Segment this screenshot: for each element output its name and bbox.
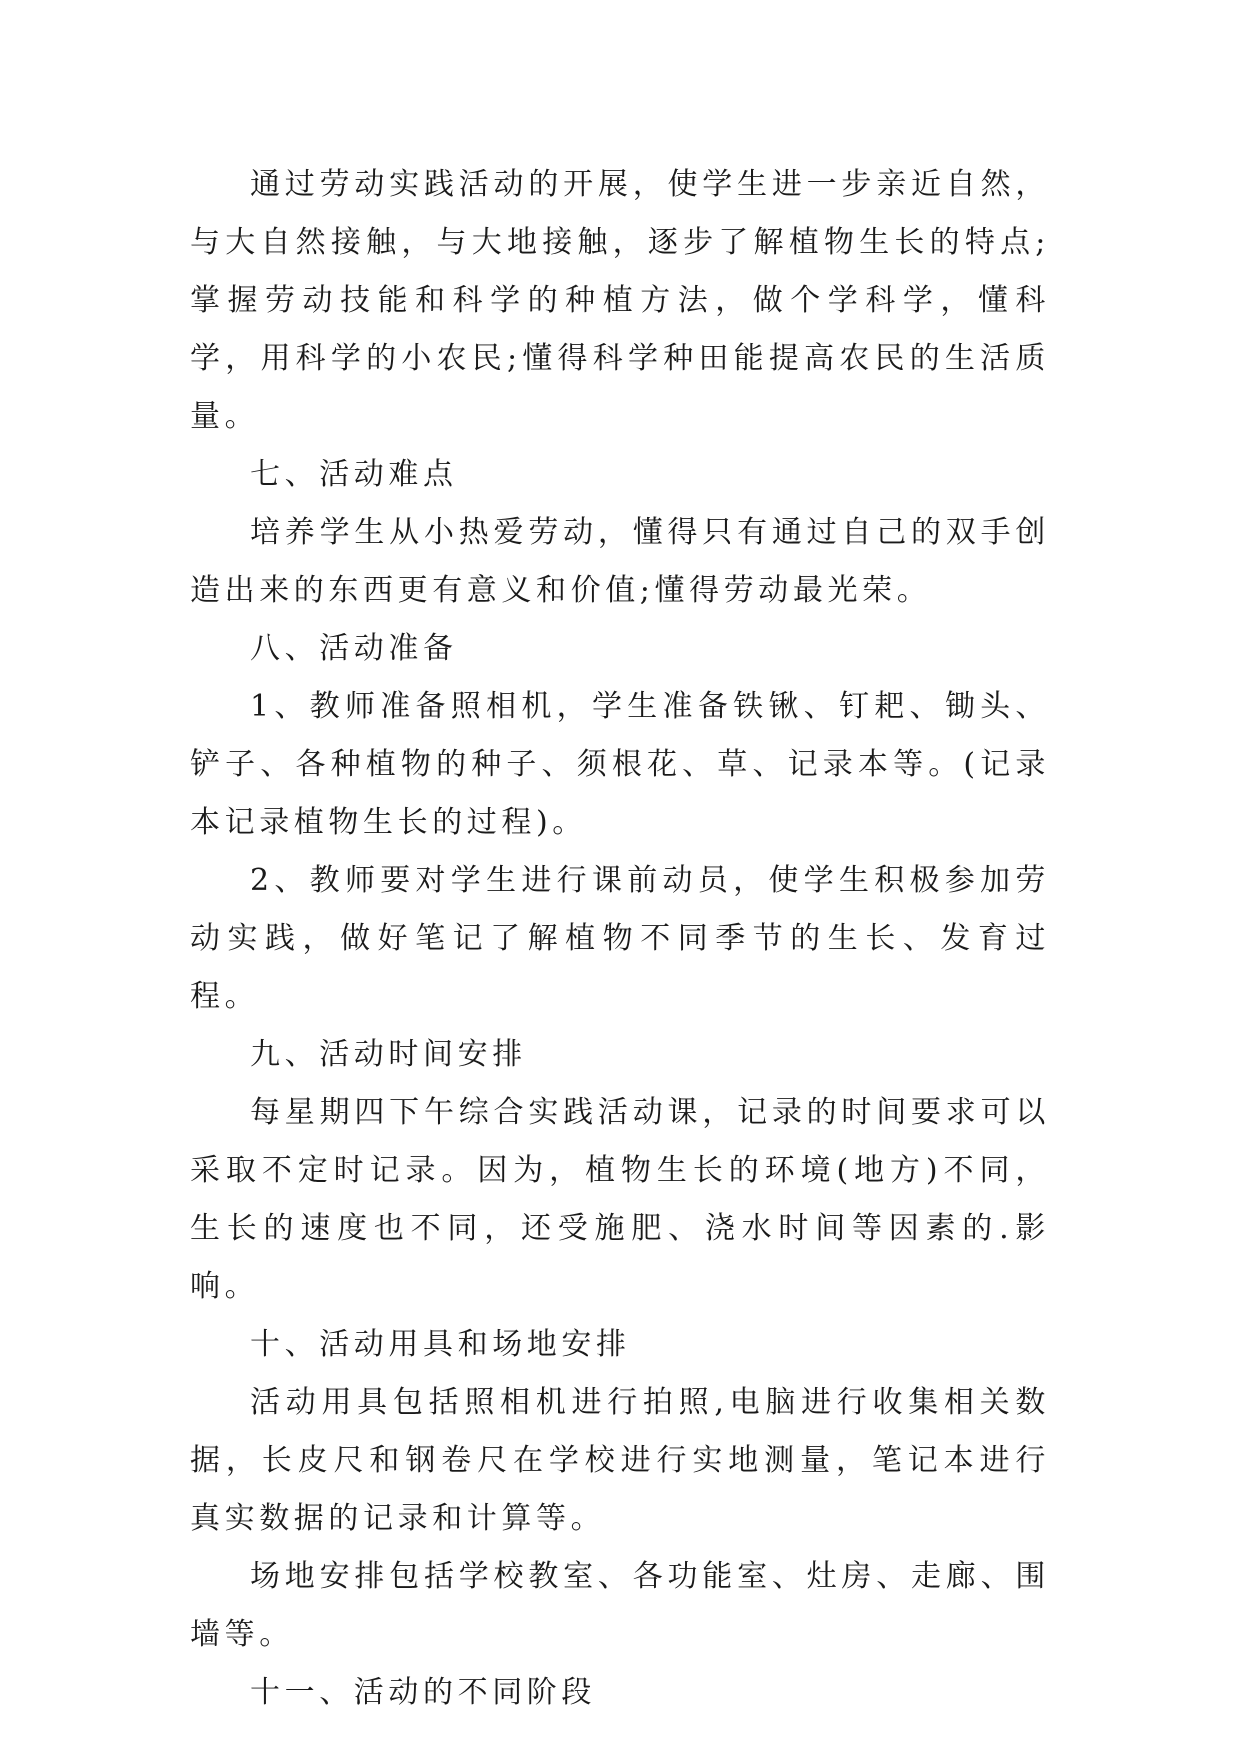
paragraph-schedule: 每星期四下午综合实践活动课，记录的时间要求可以采取不定时记录。因为，植物生长的环境(地方)不同，生长的速度也不同，还受施肥、浇水时间等因素的.影响。 (190, 1095, 1050, 1304)
paragraph-venue: 场地安排包括学校教室、各功能室、灶房、走廊、围墙等。 (190, 1559, 1050, 1652)
heading-section-7: 七、活动难点 (250, 457, 458, 492)
paragraph-difficulty: 培养学生从小热爱劳动，懂得只有通过自己的双手创造出来的东西更有意义和价值;懂得劳动最光荣。 (190, 515, 1050, 608)
heading-section-9: 九、活动时间安排 (250, 1037, 527, 1072)
document-body (190, 156, 1050, 1722)
heading-section-10: 十、活动用具和场地安排 (250, 1327, 631, 1362)
paragraph-activity-goal: 通过劳动实践活动的开展，使学生进一步亲近自然，与大自然接触，与大地接触，逐步了解植物生长的特点;掌握劳动技能和科学的种植方法，做个学科学，懂科学，用科学的小农民;懂得科学种田能提高农民的生活质量。 (190, 167, 1050, 434)
paragraph-tools: 活动用具包括照相机进行拍照,电脑进行收集相关数据，长皮尺和钢卷尺在学校进行实地测量，笔记本进行真实数据的记录和计算等。 (190, 1385, 1050, 1536)
paragraph-preparation-1: 1、教师准备照相机，学生准备铁锹、钉耙、锄头、铲子、各种植物的种子、须根花、草、记录本等。(记录本记录植物生长的过程)。 (190, 689, 1050, 840)
heading-section-11: 十一、活动的不同阶段 (250, 1675, 596, 1710)
paragraph-preparation-2: 2、教师要对学生进行课前动员，使学生积极参加劳动实践，做好笔记了解植物不同季节的生长、发育过程。 (190, 863, 1050, 1014)
heading-section-8: 八、活动准备 (250, 631, 458, 666)
